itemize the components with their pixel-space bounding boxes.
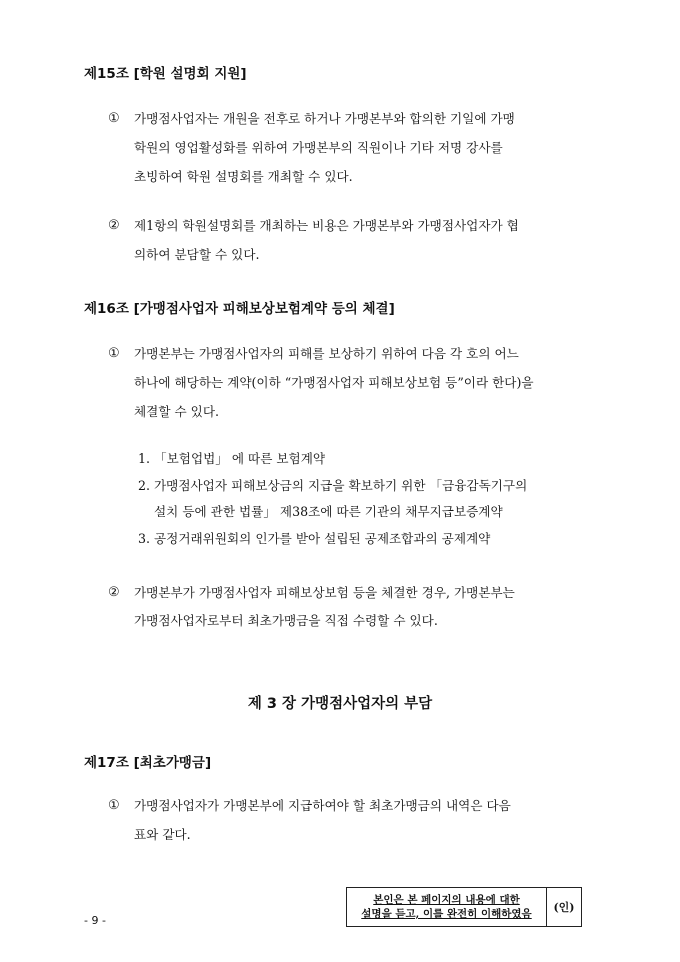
article-16-p1-line-2: 하나에 해당하는 계약(이하 “가맹점사업자 피해보상보험 등”이라 한다)을: [134, 375, 534, 390]
article-15-heading: 제15조 [학원 설명회 지원]: [84, 66, 247, 82]
article-15-p1-line-2: 학원의 영업활성화를 위하여 가맹본부의 직원이나 기타 저명 강사를: [134, 140, 503, 155]
article-15-p2-marker: ②: [108, 218, 120, 233]
seal-field[interactable]: (인): [553, 901, 575, 914]
article-15-p2-line-1: 제1항의 학원설명회를 개최하는 비용은 가맹본부와 가맹점사업자가 협: [134, 218, 519, 233]
article-16-heading: 제16조 [가맹점사업자 피해보상보험계약 등의 체결]: [84, 301, 395, 317]
article-15-p1-line-3: 초빙하여 학원 설명회를 개최할 수 있다.: [134, 169, 353, 184]
chapter-3-title: 제 3 장 가맹점사업자의 부담: [247, 696, 433, 712]
article-17-p1-line-2: 표와 같다.: [134, 827, 191, 842]
article-15-p1-marker: ①: [108, 111, 120, 126]
article-16-item-2: 2. 가맹점사업자 피해보상금의 지급을 확보하기 위한 「금융감독기구의: [138, 478, 528, 493]
article-16-p2-line-2: 가맹점사업자로부터 최초가맹금을 직접 수령할 수 있다.: [134, 613, 438, 628]
confirmation-line-2: 설명을 듣고, 이를 완전히 이해하였음: [361, 908, 532, 920]
article-16-item-1: 1. 「보험업법」 에 따른 보험계약: [138, 451, 326, 466]
article-16-item-2-cont: 설치 등에 관한 법률」 제38조에 따른 기관의 채무지급보증계약: [154, 504, 503, 519]
article-16-p1-line-1: 가맹본부는 가맹점사업자의 피해를 보상하기 위하여 다음 각 호의 어느: [134, 346, 519, 361]
article-15-p2-line-2: 의하여 분담할 수 있다.: [134, 247, 260, 262]
article-16-p1-marker: ①: [108, 346, 120, 361]
page-number: - 9 -: [84, 914, 106, 927]
article-16-p1-line-3: 체결할 수 있다.: [134, 404, 220, 419]
article-16-p2-marker: ②: [108, 585, 120, 600]
confirmation-box: [346, 887, 582, 927]
article-15-p1-line-1: 가맹점사업자는 개원을 전후로 하거나 가맹본부와 합의한 기일에 가맹: [134, 111, 515, 126]
confirmation-text: [347, 888, 547, 926]
article-17-heading: 제17조 [최초가맹금]: [84, 755, 212, 771]
confirmation-line-1: 본인은 본 페이지의 내용에 대한: [373, 894, 520, 906]
article-16-p2-line-1: 가맹본부가 가맹점사업자 피해보상보험 등을 체결한 경우, 가맹본부는: [134, 585, 515, 600]
article-17-p1-marker: ①: [108, 798, 120, 813]
article-17-p1-line-1: 가맹점사업자가 가맹본부에 지급하여야 할 최초가맹금의 내역은 다음: [134, 798, 511, 813]
article-16-item-3: 3. 공정거래위원회의 인가를 받아 설립된 공제조합과의 공제계약: [138, 531, 491, 546]
